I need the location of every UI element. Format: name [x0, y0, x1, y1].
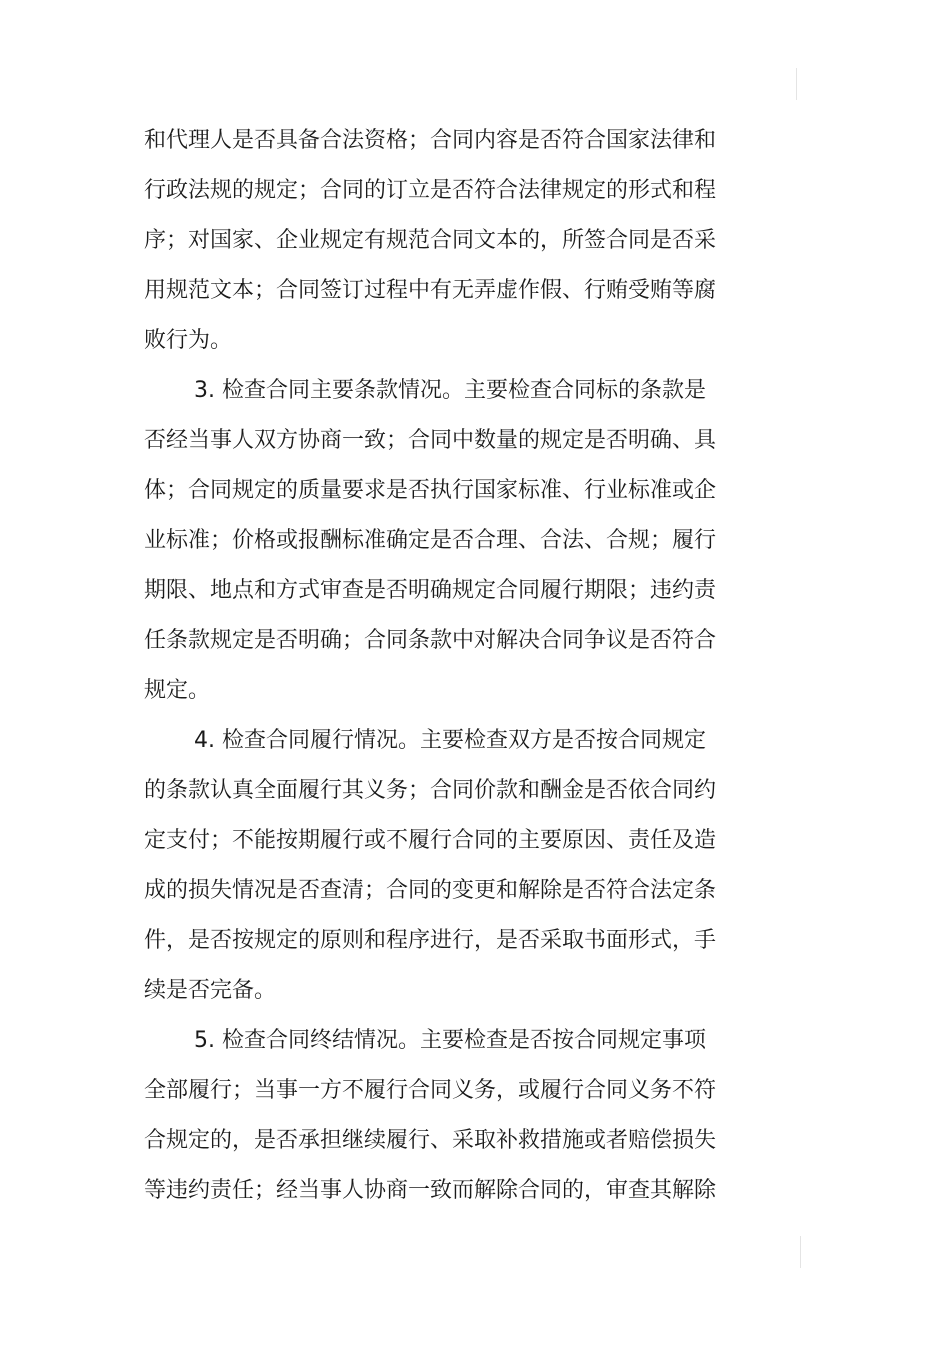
paragraph-item-5: [144, 1016, 744, 1216]
text-line: 定支付；不能按期履行或不履行合同的主要原因、责任及造: [144, 828, 717, 853]
text-line: 用规范文本；合同签订过程中有无弄虚作假、行贿受贿等腐: [144, 278, 717, 303]
text-line: 等违约责任；经当事人协商一致而解除合同的，审查其解除: [144, 1178, 717, 1203]
text-line-first: 4. 检查合同履行情况。主要检查双方是否按合同规定: [194, 728, 706, 753]
text-line: 败行为。: [144, 328, 233, 353]
page-edge-mark-bottom: [800, 1236, 801, 1268]
paragraph-continuation: [144, 116, 744, 366]
text-line: 序；对国家、企业规定有规范合同文本的，所签合同是否采: [144, 228, 717, 253]
text-line-first: 5. 检查合同终结情况。主要检查是否按合同规定事项: [194, 1028, 706, 1053]
text-line: 和代理人是否具备合法资格；合同内容是否符合国家法律和: [144, 128, 717, 153]
text-line: 行政法规的规定；合同的订立是否符合法律规定的形式和程: [144, 178, 717, 203]
text-line: 的条款认真全面履行其义务；合同价款和酬金是否依合同约: [144, 778, 717, 803]
text-line: 全部履行；当事一方不履行合同义务，或履行合同义务不符: [144, 1078, 717, 1103]
text-line: 合规定的，是否承担继续履行、采取补救措施或者赔偿损失: [144, 1128, 717, 1153]
text-line: 业标准；价格或报酬标准确定是否合理、合法、合规；履行: [144, 528, 717, 553]
text-line: 规定。: [144, 678, 211, 703]
body-text: [144, 116, 744, 1216]
paragraph-item-3: [144, 366, 744, 716]
page-edge-mark-top: [796, 68, 797, 100]
text-line: 期限、地点和方式审查是否明确规定合同履行期限；违约责: [144, 578, 717, 603]
text-line: 体；合同规定的质量要求是否执行国家标准、行业标准或企: [144, 478, 717, 503]
text-line: 否经当事人双方协商一致；合同中数量的规定是否明确、具: [144, 428, 717, 453]
text-line: 任条款规定是否明确；合同条款中对解决合同争议是否符合: [144, 628, 717, 653]
text-line: 件，是否按规定的原则和程序进行，是否采取书面形式，手: [144, 928, 717, 953]
text-line: 成的损失情况是否查清；合同的变更和解除是否符合法定条: [144, 878, 717, 903]
text-line-first: 3. 检查合同主要条款情况。主要检查合同标的条款是: [194, 378, 706, 403]
text-line: 续是否完备。: [144, 978, 277, 1003]
paragraph-item-4: [144, 716, 744, 1016]
